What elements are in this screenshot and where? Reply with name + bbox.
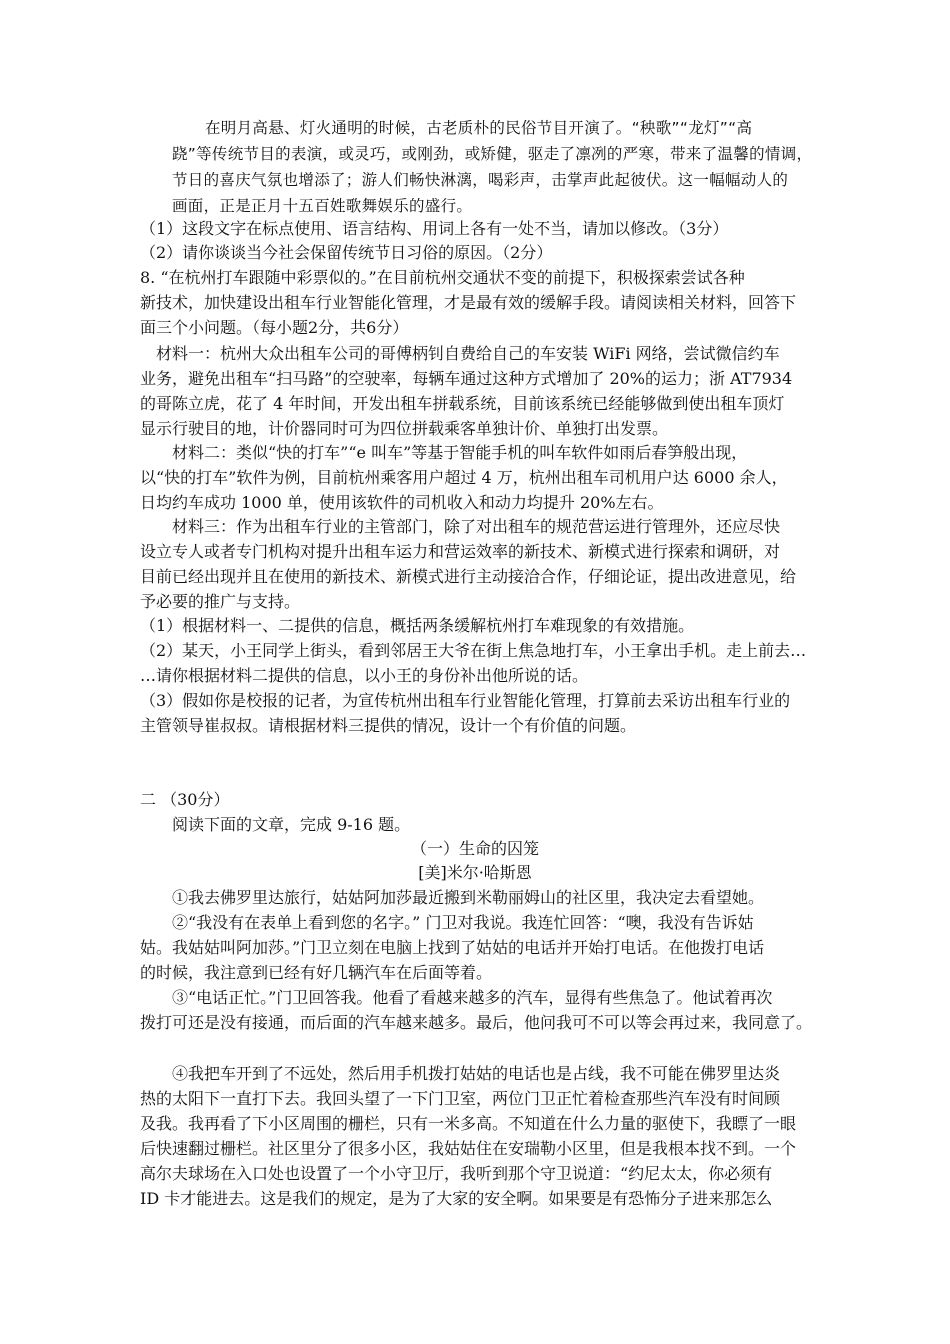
question-8-part: （1）根据材料一、二提供的信息，概括两条缓解杭州打车难现象的有效措施。 <box>140 616 695 635</box>
material-2-line: 以“快的打车”软件为例，目前杭州乘客用户超过 4 万，杭州出租车司机用户达 6000 余人， <box>140 468 788 487</box>
article-paragraph-line: 及我。我再看了下小区周围的栅栏，只有一米多高。不知道在什么力量的驱使下，我瞟了一眼 <box>140 1114 797 1133</box>
quote-line: 画面，正是正月十五百姓歌舞娱乐的盛行。 <box>172 197 473 215</box>
article-paragraph-line: ④我把车开到了不远处，然后用手机拨打姑姑的电话也是占线，我不可能在佛罗里达炎 <box>172 1064 781 1083</box>
quote-line: 节日的喜庆气氛也增添了；游人们畅快淋漓，喝彩声，击掌声此起彼伏。这一幅幅动人的 <box>172 171 789 189</box>
article-title: （一）生命的囚笼 <box>410 839 539 858</box>
question-8-intro: 新技术，加快建设出租车行业智能化管理，才是最有效的缓解手段。请阅读相关材料，回答下 <box>140 293 797 312</box>
material-1-line: 显示行驶目的地，计价器同时可为四位拼载乘客单独计价、单独打出发票。 <box>140 419 669 438</box>
material-2-line: 材料二：类似“快的打车”“e 叫车”等基于智能手机的叫车软件如雨后春笋般出现， <box>172 443 748 462</box>
article-paragraph-line: ①我去佛罗里达旅行，姑姑阿加莎最近搬到米勒丽姆山的社区里，我决定去看望她。 <box>172 888 765 907</box>
material-3-line: 材料三：作为出租车行业的主管部门，除了对出租车的规范营运进行管理外，还应尽快 <box>172 517 781 536</box>
article-paragraph-line: ID 卡才能进去。这是我们的规定，是为了大家的安全啊。如果要是有恐怖分子进来那怎么 <box>140 1189 773 1208</box>
question-8-part: …请你根据材料二提供的信息，以小王的身份补出他所说的话。 <box>140 666 589 685</box>
material-1-line: 的哥陈立虎，花了 4 年时间，开发出租车拼载系统，目前该系统已经能够做到使出租车顶灯 <box>140 394 785 413</box>
material-1-line: 材料一：杭州大众出租车公司的哥傅柄钊自费给自己的车安装 WiFi 网络，尝试微信约车 <box>156 344 780 363</box>
article-paragraph-line: 后快速翻过栅栏。社区里分了很多小区，我姑姑住在安瑞勒小区里，但是我根本找不到。一个 <box>140 1139 797 1158</box>
quote-line: 跷”等传统节目的表演，或灵巧，或刚劲，或矫健，驱走了凛冽的严寒，带来了温馨的情调， <box>172 145 813 163</box>
section-heading: 二 （30分） <box>140 790 230 809</box>
article-author: [美]米尔·哈斯恩 <box>418 863 532 882</box>
article-paragraph-line: 的时候，我注意到已经有好几辆汽车在后面等着。 <box>140 963 493 982</box>
question-8-intro: 8. “在杭州打车跟随中彩票似的。”在目前杭州交通状不变的前提下，积极探索尝试各种 <box>140 268 745 287</box>
quote-line: 在明月高悬、灯火通明的时候，古老质朴的民俗节目开演了。“秧歌”“龙灯”“高 <box>205 119 753 137</box>
question-8-intro: 面三个小问题。（每小题2分，共6分） <box>140 318 409 337</box>
article-paragraph-line: ③“电话正忙。”门卫回答我。他看了看越来越多的汽车，显得有些焦急了。他试着再次 <box>172 988 773 1007</box>
material-3-line: 予必要的推广与支持。 <box>140 592 301 611</box>
material-3-line: 目前已经出现并且在使用的新技术、新模式进行主动接洽合作，仔细论证，提出改进意见，给 <box>140 567 797 586</box>
article-paragraph-line: 姑。我姑姑叫阿加莎。”门卫立刻在电脑上找到了姑姑的电话并开始打电话。在他拨打电话 <box>140 938 765 957</box>
question-7-part: （1）这段文字在标点使用、语言结构、用词上各有一处不当，请加以修改。（3分） <box>140 219 729 238</box>
material-3-line: 设立专人或者专门机构对提升出租车运力和营运效率的新技术、新模式进行探索和调研，对 <box>140 542 781 561</box>
article-paragraph-line: ②“我没有在表单上看到您的名字。” 门卫对我说。我连忙回答：“噢，我没有告诉姑 <box>172 913 754 932</box>
question-8-part: （2）某天，小王同学上街头，看到邻居王大爷在街上焦急地打车，小王拿出手机。走上前去… <box>140 641 807 660</box>
section-instruction: 阅读下面的文章，完成 9-16 题。 <box>172 815 411 834</box>
article-paragraph-line: 拨打可还是没有接通，而后面的汽车越来越多。最后，他问我可不可以等会再过来，我同意了。 <box>140 1013 813 1032</box>
material-2-line: 日均约车成功 1000 单，使用该软件的司机收入和动力均提升 20%左右。 <box>140 493 664 512</box>
question-8-part: （3）假如你是校报的记者，为宣传杭州出租车行业智能化管理，打算前去采访出租车行业的 <box>140 691 791 710</box>
article-paragraph-line: 高尔夫球场在入口处也设置了一个小守卫厅，我听到那个守卫说道：“约尼太太，你必须有 <box>140 1164 773 1183</box>
question-8-part: 主管领导崔叔叔。请根据材料三提供的情况，设计一个有价值的问题。 <box>140 716 637 735</box>
material-1-line: 业务，避免出租车“扫马路”的空驶率，每辆车通过这种方式增加了 20%的运力；浙 AT7934 <box>140 369 793 388</box>
question-7-part: （2）请你谈谈当今社会保留传统节日习俗的原因。（2分） <box>140 243 553 262</box>
article-paragraph-line: 热的太阳下一直打下去。我回头望了一下门卫室，两位门卫正忙着检查那些汽车没有时间顾 <box>140 1089 781 1108</box>
